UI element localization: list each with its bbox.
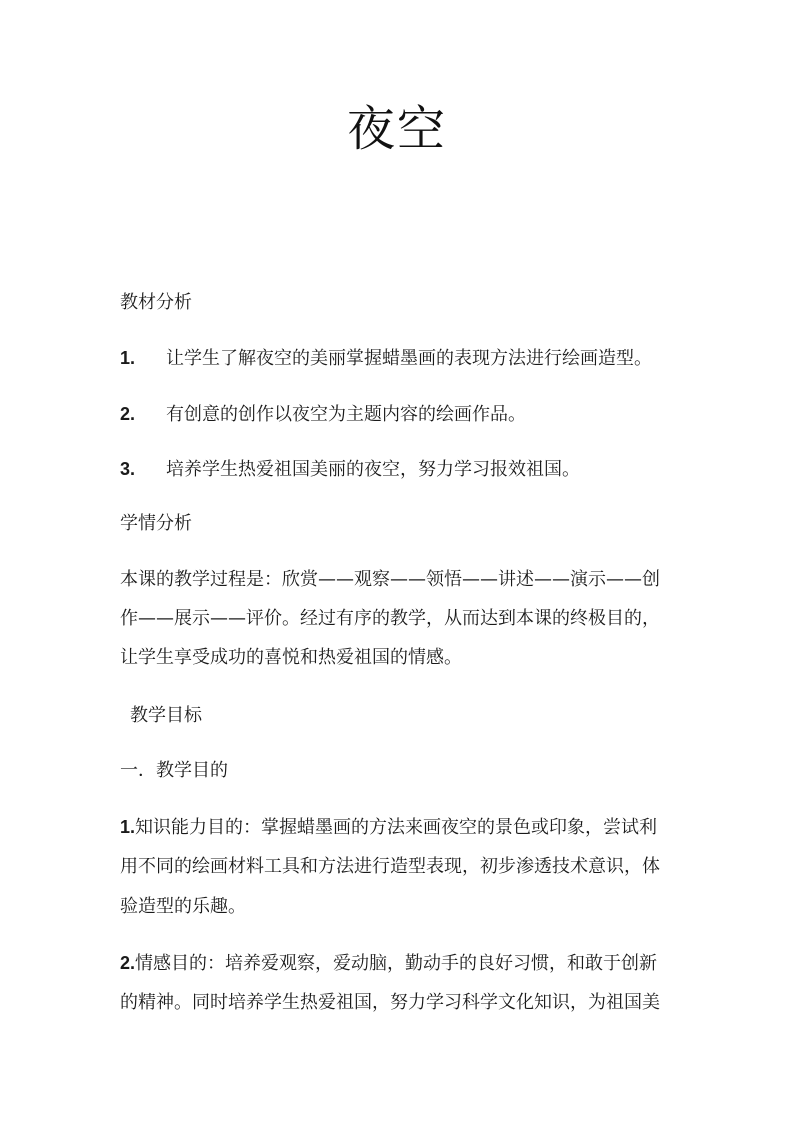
paragraph-line: 用不同的绘画材料工具和方法进行造型表现，初步渗透技术意识，体	[120, 856, 660, 877]
goal-text: 知识能力目的：掌握蜡墨画的方法来画夜空的景色或印象，尝试利	[135, 817, 658, 838]
paragraph-line: 的精神。同时培养学生热爱祖国，努力学习科学文化知识，为祖国美	[120, 992, 660, 1013]
goal-first-line	[120, 814, 680, 841]
list-text: 让学生了解夜空的美丽掌握蜡墨画的表现方法进行绘画造型。	[166, 348, 652, 369]
paragraph-line: 本课的教学过程是：欣赏——观察——领悟——讲述——演示——创	[120, 569, 660, 590]
list-item	[120, 456, 680, 483]
list-item	[120, 401, 680, 428]
paragraph-line: 验造型的乐趣。	[120, 896, 246, 917]
goal-first-line	[120, 950, 680, 977]
goal-number: 1.	[120, 817, 136, 837]
subsection-heading: 一．教学目的	[120, 760, 228, 781]
list-number: 1.	[120, 348, 136, 368]
section-heading-goals: 教学目标	[130, 705, 202, 726]
document-title: 夜空	[346, 101, 447, 157]
goal-number: 2.	[120, 953, 136, 973]
goal-text: 情感目的：培养爱观察，爱动脑，勤动手的良好习惯，和敢于创新	[135, 953, 658, 974]
list-number: 2.	[120, 404, 136, 424]
list-text: 培养学生热爱祖国美丽的夜空，努力学习报效祖国。	[166, 459, 580, 480]
section-heading-materials: 教材分析	[120, 292, 192, 313]
paragraph-line: 作——展示——评价。经过有序的教学，从而达到本课的终极目的，	[120, 608, 660, 629]
list-item	[120, 345, 680, 372]
list-text: 有创意的创作以夜空为主题内容的绘画作品。	[166, 404, 526, 425]
list-number: 3.	[120, 459, 136, 479]
section-heading-students: 学情分析	[120, 513, 192, 534]
paragraph-line: 让学生享受成功的喜悦和热爱祖国的情感。	[120, 647, 462, 668]
